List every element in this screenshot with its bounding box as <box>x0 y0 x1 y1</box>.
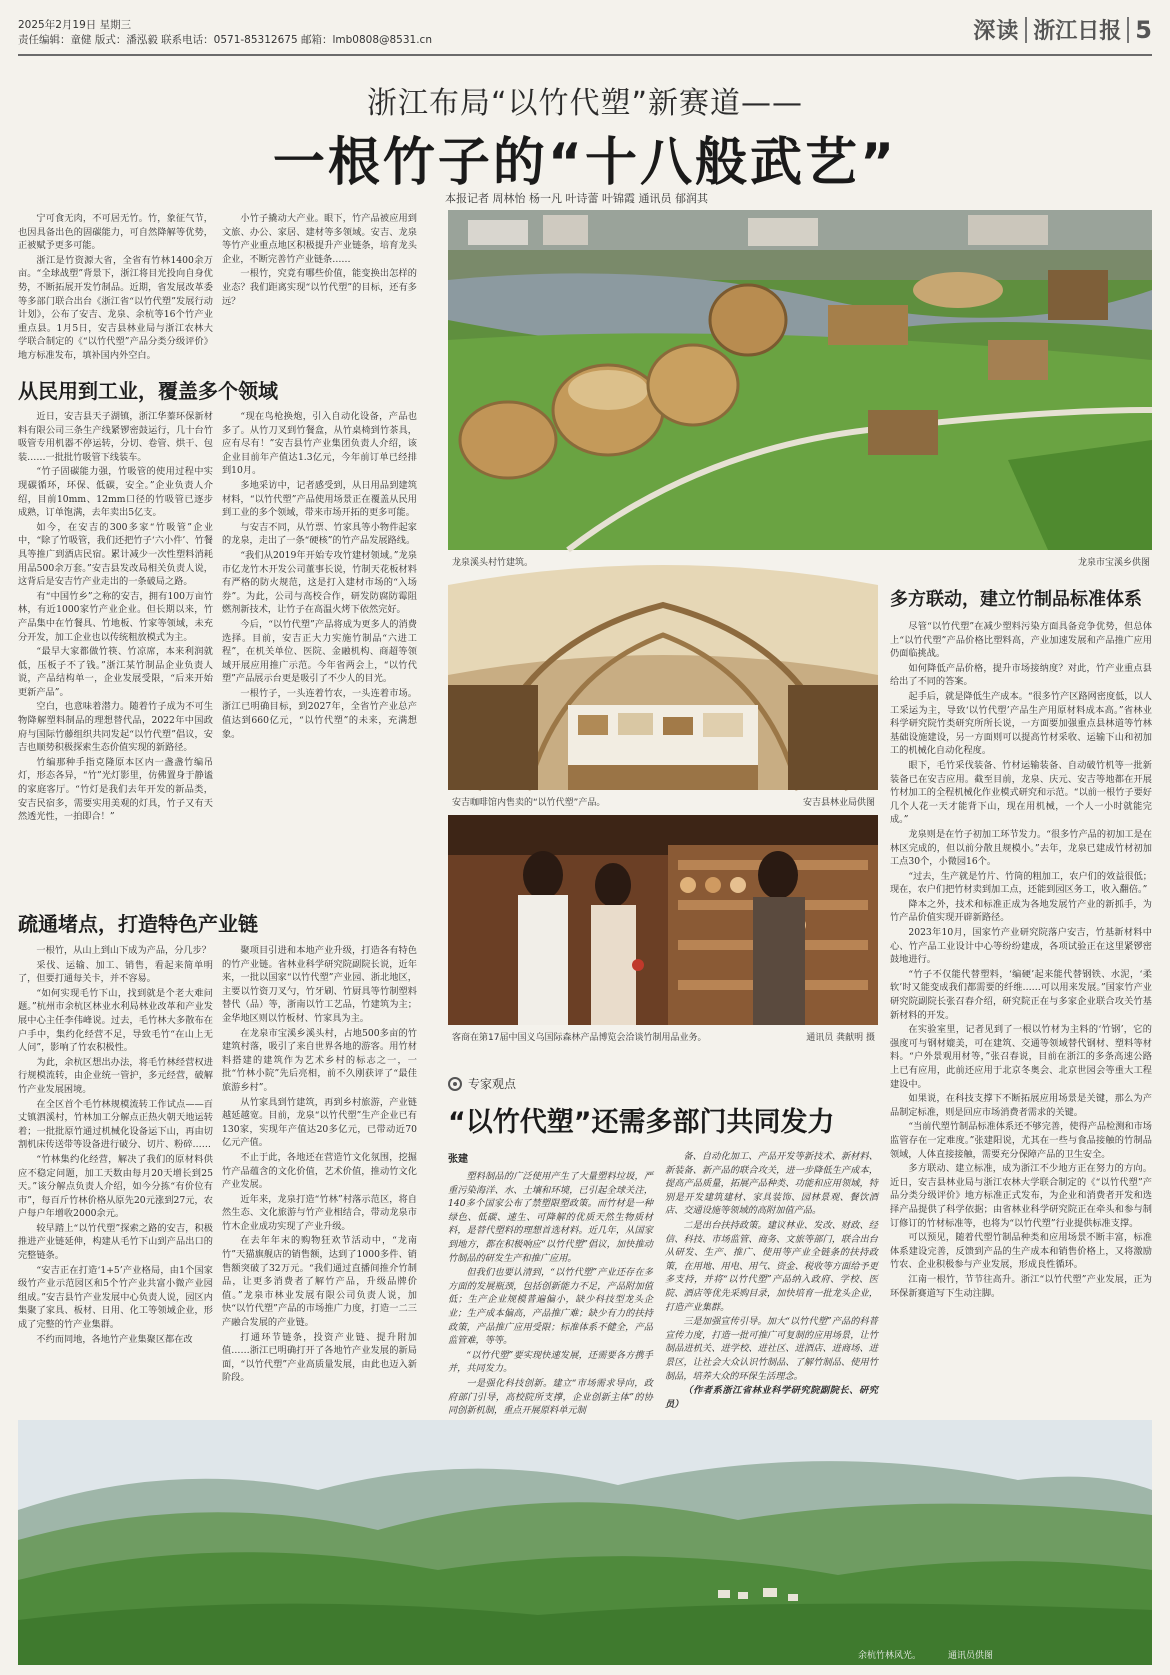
s2-p3: “如何实现毛竹下山，找到就是个老大难问题。”杭州市余杭区林业水利局林业改革和产业发展中心主任李伟峰说。过去，毛竹林大多散布在户手中，集约化经营不足，导致毛竹“在山上无人问”，影响了竹农积极性。 <box>18 987 213 1054</box>
section1-title: 从民用到工业，覆盖多个领域 <box>18 379 278 403</box>
s1-p13: 一根竹子，一头连着竹农，一头连着市场。浙江已明确目标，到2027年，全省竹产业总产值达到660亿元，“以竹代塑”的未来，充满想象。 <box>222 687 417 740</box>
section3-col <box>890 620 1152 1420</box>
s3-p11: 如果说，在科技支撑下不断拓展应用场景是关键，那么为产品制定标准，则是回应市场消费者需求的关键。 <box>890 1093 1152 1118</box>
s1-p8: “现在鸟枪换炮，引入自动化设备，产品也多了。从竹刀叉到竹餐盒，从竹桌椅到竹茶具，应有尽有！”安吉县竹产业集团负责人介绍，该企业目前年产值达1.3亿元，今年前订单已经排到10月。 <box>222 411 417 477</box>
forest-illustration <box>18 1420 1152 1665</box>
intro-col-2 <box>222 212 417 352</box>
expert-col-1 <box>448 1170 653 1415</box>
date-line: 2025年2月19日 星期三 <box>18 19 132 31</box>
intro-p4: 一根竹，究竟有哪些价值，能变换出怎样的业态？我们距离实现“以竹代塑”的目标，还有多远？ <box>222 268 417 307</box>
caption-mid1-left: 安吉咖啡馆内售卖的“以竹代塑”产品。 <box>452 798 606 808</box>
expert-col-2 <box>665 1150 878 1415</box>
s3-p15: 江南一根竹，节节往高升。浙江“以竹代塑”产业发展，正为环保新赛道写下生动注脚。 <box>890 1273 1152 1299</box>
masthead-info <box>18 18 432 48</box>
s1-p3: 如今，在安吉的300多家“竹吸管”企业中，“除了竹吸管，我们还把竹子‘六小件’、竹餐具等推广到酒店民宿。累计减少一次性塑料消耗用品500余万套。”安吉县发改局相关负责人说，这背后是安吉竹产业走出的一条破局之路。 <box>18 521 213 588</box>
s2-p14: 近年来，龙泉打造“竹林”村落示范区，将自然生态、文化旅游与竹产业相结合，带动龙泉市竹木企业成功实现了产业升级。 <box>222 1193 417 1232</box>
article-byline: 本报记者 周林怡 杨一凡 叶诗蕾 叶锦霞 通讯员 郁润其 <box>445 192 708 205</box>
s3-p12: “当前代塑竹制品标准体系还不够完善，使得产品检测和市场监管存在一定难度。”张建阳说，尤其在一些与食品接触的竹制品领域，人体直接接触，需要充分保障产品的卫生安全。 <box>890 1121 1152 1160</box>
s3-p4: 眼下，毛竹采伐装备、竹材运输装备、自动破竹机等一批新装备已在安吉应用。截至目前，龙泉、庆元、安吉等地都在开展竹材加工的全程机械化作业模式研究和示范。“以前一根竹子要好几个人花一天才能背下山，现在用机械，一个人一小时就能完成。” <box>890 759 1152 826</box>
photo-bamboo-village <box>448 210 1152 550</box>
paper-name: 浙江日报 <box>1033 18 1122 44</box>
s3-p5: 龙泉则是在竹子初加工环节发力。“很多竹产品的初加工是在林区完成的，但以前分散且规模小。”去年，龙泉已建成竹材初加工点30个，小微园16个。 <box>890 828 1152 868</box>
s1-p10: 与安吉不同，从竹票、竹家具等小物件起家的龙泉，走出了一条“硬核”的竹产品发展路线。 <box>222 521 417 547</box>
s3-p9: “竹子不仅能代替塑料，‘编硬’起来能代替钢铁、水泥，‘柔软’时又能变成我们都需要的纤维……可以用来发展。”国家竹产业研究院副院长张召春介绍，研究院正在与多家企业联合攻关竹基新材料的开发。 <box>890 968 1152 1021</box>
s3-p7: 降本之外，技术和标准正成为各地发展竹产业的新抓手，为竹产品价值实现开辟新路径。 <box>890 898 1152 924</box>
s1-p7: 竹编那种手指克隆原本区内一盏盏竹编吊灯，形态各异，“竹”光灯影里，仿佛置身于静谧的家庭客厅。“竹灯是我们去年开发的新品类，安吉民宿多，需要实用美观的灯具，竹子又有天然透光性，一拍即合！” <box>18 756 213 823</box>
s2-p2: 采伐、运输、加工、销售，看起来简单明了，但要打通每关卡，并不容易。 <box>18 959 213 985</box>
s1-p1: 近日，安吉县天子湖镇，浙江华蓁环保新材料有限公司三条生产线紧锣密鼓运行，几十台竹吸管专用机器不停运转，分切、卷管、烘干、包装……一批批竹吸管下线装车。 <box>18 411 213 463</box>
s3-p2: 如何降低产品价格，提升市场接纳度？对此，竹产业重点县给出了不同的答案。 <box>890 662 1152 688</box>
s2-p4: 为此，余杭区想出办法，将毛竹林经营权进行规模流转，由企业统一管护，多元经营，破解竹产业发展困境。 <box>18 1056 213 1095</box>
expert-author: 张建 <box>448 1154 468 1165</box>
caption-bottom-left: 余杭竹林风光。 <box>858 1651 922 1661</box>
ex-p1: 塑料制品的广泛使用产生了大量塑料垃圾，严重污染海洋、水、土壤和环境，已引起全球关注，140多个国家公布了禁塑限塑政策。而竹材是一种绿色、低碳、速生、可降解的优质天然生物质材料，是替代塑料的理想首选材料。近几年，从国家到地方，都在积极响应“以竹代塑”倡议，加快推动竹制品的研发生产和推广应用。 <box>448 1171 653 1264</box>
ex-p7: 三是加强宣传引导。加大“以竹代塑”产品的科普宣传力度，打造一批可推广可复制的应用场景，让竹制品进机关、进学校、进社区、进酒店、进商场、进景区，让社会大众认识竹制品、了解竹制品、使用竹制品，培养大众的环保生活理念。 <box>665 1316 878 1382</box>
intro-p2: 浙江是竹资源大省，全省有竹林1400余万亩。“全球战塑”背景下，浙江将目光投向自身优势，不断拓展开发竹制品。近期，省发展改革委等多部门联合出台《浙江省“以竹代塑”发展行动计划》，公布了安吉、龙泉、余杭等16个竹产业重点县。1月5日，安吉县林业局与浙江农林大学联合制定的《“以竹代塑”产品分类分级评价》地方标准发布，填补国内外空白。 <box>18 254 213 361</box>
masthead-divider <box>1025 17 1027 43</box>
ex-p4: 一是强化科技创新。建立“市场需求导向，政府部门引导，高校院所支撑，企业创新主体”的协同创新机制，重点开展原料单元制 <box>448 1377 653 1417</box>
s1-p5: “最早大家都做竹筷、竹凉席，本来利润就低，压板子不了钱。”浙江某竹制品企业负责人说，产品结构单一，企业发展受限，“后来开始更新产品”。 <box>18 646 213 698</box>
s2-p5: 在全区首个毛竹林规模流转工作试点——百丈镇泗溪村，竹林加工分解点正热火朝天地运转着；一批批原竹通过机械化设备运下山，再由切割机床传送带等设备进行破分、切片、粉碎…… <box>18 1098 213 1151</box>
s3-p13: 多方联动、建立标准，成为浙江不少地方正在努力的方向。近日，安吉县林业局与浙江农林大学联合制定的《“以竹代塑”产品分类分级评价》地方标准正式发布，为企业和消费者开发和选择产品提供了科学依据；由省林业科学研究院正在牵头和参与制订修订的竹材标准等，也将为“以竹代塑”行业提供标准支撑。 <box>890 1163 1152 1229</box>
section2-col-2 <box>222 944 417 1414</box>
caption-bottom-right: 通讯员供图 <box>948 1651 994 1661</box>
caption-mid2-right: 通讯员 龚献明 摄 <box>806 1033 875 1043</box>
page-number: 5 <box>1135 15 1152 44</box>
expo-illustration <box>448 815 878 1025</box>
masthead <box>18 10 1152 56</box>
expert-tag <box>448 1075 516 1092</box>
intro-p1: 宁可食无肉，不可居无竹。竹，象征气节，也因具备出色的固碳能力，可自然降解等优势，正被赋予更多可能。 <box>18 213 213 252</box>
s1-p6: 空白，也意味着潜力。随着竹子成为不可生物降解塑料制品的理想替代品，2022年中国政府与国际竹藤组织共同发起“以竹代塑”倡议，安吉也顺势积极探索生态价值实现的新路径。 <box>18 701 213 754</box>
s3-p14: 可以预见，随着代塑竹制品种类和应用场景不断丰富，标准体系建设完善，反馈到产品的生产成本和销售价格上，又将激励竹农、企业积极参与产业发展，形成良性循环。 <box>890 1232 1152 1271</box>
ex-p3: “以竹代塑”要实现快速发展，还需要各方携手并，共同发力。 <box>448 1349 653 1375</box>
section3-title: 多方联动，建立竹制品标准体系 <box>890 589 1142 610</box>
expert-tag-label: 专家观点 <box>468 1077 517 1091</box>
village-illustration <box>448 210 1152 550</box>
article-kicker: 浙江布局“以竹代塑”新赛道—— <box>366 86 804 121</box>
s1-p2: “竹子固碳能力强，竹吸管的使用过程中实现碳循环，环保、低碳，安全。”企业负责人介绍，目前10mm、12mm口径的竹吸管已逐步成熟，订单饱满，去年卖出5亿支。 <box>18 466 213 519</box>
ex-p8: （作者系浙江省林业科学研究院副院长、研究员） <box>665 1385 878 1410</box>
photo-cafe-products <box>448 585 878 790</box>
masthead-brand <box>973 14 1152 45</box>
s2-p8: “安吉正在打造‘1+5’产业格局，由1个国家级竹产业示范园区和5个竹产业共富小微产业园组成。”安吉县竹产业发展中心负责人说，园区内集聚了家具、板材、日用、化工等领域企业，形成了完整的竹产业集群。 <box>18 1264 213 1331</box>
editors-line: 责任编辑：童健 版式：潘泓毅 联系电话：0571-85312675 邮箱：lmb0808@8531.cn <box>18 34 432 46</box>
section-name: 深读 <box>973 19 1020 44</box>
section1-col-2 <box>222 410 417 895</box>
intro-p3: 小竹子撬动大产业。眼下，竹产品被应用到文旅、办公、家居、建材等多领域。安吉、龙泉等竹产业重点地区积极提升产业链条，培育龙头企业，不断完善竹产业链条…… <box>222 213 417 265</box>
ex-p6: 二是出台扶持政策。建议林业、发改、财政、经信、科技、市场监管、商务、文旅等部门，联合出台从研发、生产、推广、使用等产业全链条的扶持政策，在用地、用电、用气、资金、税收等方面给予更多支持，并将“以竹代塑”产品纳入政府、学校、医院、酒店等优先采购目录，加快培育一批龙头企业，打造产业集群。 <box>665 1219 878 1313</box>
s1-p4: 有“中国竹乡”之称的安吉，拥有100万亩竹林，有近1000家竹产业企业。但长期以来，竹产品集中在竹餐具、竹地板、竹家等领域，未充分开发，加工企业也以传统粗放模式为主。 <box>18 590 213 643</box>
photo-bamboo-forest <box>18 1420 1152 1665</box>
s2-p12: 从竹家具到竹建筑，再到乡村旅游，产业链越延越宽。目前，龙泉“以竹代塑”生产企业已有130家，实现年产值达20多亿元，已带动近70亿元产值。 <box>222 1096 417 1149</box>
s3-p6: “过去，生产就是竹片、竹筒的粗加工，农户们的效益很低；现在，农户们把竹材卖到加工点，还能到园区务工，收入翻倍。” <box>890 870 1152 896</box>
s1-p11: “我们从2019年开始专攻竹建材领域。”龙泉市亿龙竹木开发公司董事长说，竹制天花板材料有严格的防火规范，这是打入建材市场的“入场券”。为此，公司与高校合作，研发防腐防霉阻燃剂新技术，让竹子在高温火烤下依然完好。 <box>222 549 417 616</box>
section1-col-1 <box>18 410 213 895</box>
caption-top-left: 龙泉溪头村竹建筑。 <box>452 558 534 568</box>
s2-p9: 不约而同地，各地竹产业集聚区都在改 <box>36 1333 193 1345</box>
s3-p8: 2023年10月，国家竹产业研究院落户安吉，竹基新材料中心、竹产品工业设计中心等纷纷建成，各项试验正在这里紧锣密鼓地进行。 <box>890 927 1152 966</box>
expert-title: “以竹代塑”还需多部门共同发力 <box>448 1107 835 1138</box>
s2-p10: 聚项目引进和本地产业升级，打造各有特色的竹产业链。省林业科学研究院副院长说，近年来，一批以国家“以竹代塑”产业园、浙北地区，主要以竹资刀叉勺，竹牙刷、竹厨具等竹制塑料替代（品）等，浙南以竹工艺品，竹建筑为主；金华地区则以竹板材、竹家具为主。 <box>222 945 417 1024</box>
intro-col-1 <box>18 212 213 361</box>
s2-p16: 打通环节链条，投资产业链、提升附加值……浙江已明确打开了各地竹产业发展的新局面，“以竹代塑”产业高质量发展，由此也迈入新阶段。 <box>222 1331 417 1384</box>
s3-p1: 尽管“以竹代塑”在减少塑料污染方面具备竞争优势，但总体上“以竹代塑”产品价格比塑料高，产业加速发展和产品推广应用仍面临挑战。 <box>890 621 1152 660</box>
s2-p13: 不止于此，各地还在营造竹文化氛围，挖掘竹产品蕴含的文化价值，艺术价值，推动竹文化产业发展。 <box>222 1151 417 1191</box>
s2-p7: 较早踏上“以竹代塑”探索之路的安吉，积极推进产业链延伸，构建从毛竹下山到产品出口的完整链条。 <box>18 1222 213 1262</box>
masthead-divider-2 <box>1127 17 1129 43</box>
caption-mid2-left: 客商在第17届中国义乌国际森林产品博览会洽谈竹制用品业务。 <box>452 1033 707 1043</box>
s2-p6: “竹林集约化经营，解决了我们的原材料供应不稳定问题，加工天数由每月20天增长到25天。”该分解点负责人介绍，如今分拣“有价位有市”，每百斤竹林价格从原先20元涨到27元，农户每户年增收2000余元。 <box>18 1153 213 1220</box>
article-headline: 一根竹子的“十八般武艺” <box>272 133 898 193</box>
comment-icon <box>448 1077 462 1091</box>
s2-p1: 一根竹，从山上到山下成为产品，分几步？ <box>36 945 211 956</box>
section2-title: 疏通堵点，打造特色产业链 <box>18 912 258 936</box>
ex-p2: 但我们也要认清到，“以竹代塑”产业还存在多方面的发展瓶颈，包括创新能力不足，产品附加值低；生产企业规模普遍偏小，缺少科技型龙头企业；生产成本偏高，产品推广难；缺少有力的扶持政策，产品推广应用受限；标准体系不健全，产品监管难，等等。 <box>448 1267 653 1347</box>
ex-p5: 备、自动化加工、产品开发等新技术、新材料、新装备、新产品的联合攻关，进一步降低生产成本，提高产品质量，拓展产品种类、功能和应用领域，特别是开发建筑建材、家具装饰、园林景观、餐饮酒店、交通设施等领域的高附加值产品。 <box>665 1151 878 1217</box>
s2-p15: 在去年年末的购物狂欢节活动中，“龙南竹”天猫旗舰店的销售额，达到了1000多件、销售额突破了32万元。“我们通过直播间推介竹制品，让更多消费者了解竹产品，升级品牌价值。”龙泉市林业发展有限公司负责人说，加快“以竹代塑”产品的市场推广力度，打造一二三产融合发展的产业链。 <box>222 1235 417 1329</box>
cafe-illustration <box>448 585 878 790</box>
s2-p11: 在龙泉市宝溪乡溪头村，占地500多亩的竹建筑村落，吸引了来自世界各地的游客。用竹材料搭建的建筑作为艺术乡村的标志之一，一批“竹林小院”先后亮相，前不久刚获评了“最佳旅游乡村”。 <box>222 1027 417 1093</box>
s1-p12: 今后，“以竹代塑”产品将成为更多人的消费选择。目前，安吉正大力实施竹制品“六进工程”，在机关单位、医院、金融机构、商超等领域开展应用推广示范。今年省两会上，“以竹代塑”产品展示台更是吸引了不少人的目光。 <box>222 618 417 685</box>
caption-mid1-right: 安吉县林业局供图 <box>802 798 875 808</box>
photo-expo-booth <box>448 815 878 1025</box>
s3-p3: 起手后，就是降低生产成本。“很多竹产区路网密度低，以人工采运为主，导致‘以竹代塑’产品生产用原材料成本高。”省林业科学研究院竹类研究所所长说，一方面要加强重点县林道等竹林基础设施建设，另一方面则可以提高竹材采收、运输下山和初加工的机械化自动化程度。 <box>890 690 1152 757</box>
caption-top-right: 龙泉市宝溪乡供图 <box>1077 558 1150 568</box>
s3-p10: 在实验室里，记者见到了一根以竹材为主料的‘竹钢’，它的强度可与钢材媲美，可在建筑、交通等领域替代钢材、塑料等材料。“户外景观用材等，”张召春说，目前在浙江的多条高速公路上已有应用，此前还应用于北京冬奥会、北京世园会等重大工程建设中。 <box>890 1024 1152 1090</box>
section2-col-1 <box>18 944 213 1414</box>
s1-p9: 多地采访中，记者感受到，从日用品到建筑材料，“以竹代塑”产品使用场景正在覆盖从民用到工业的多个领域，带来市场开拓的更多可能。 <box>222 479 417 519</box>
